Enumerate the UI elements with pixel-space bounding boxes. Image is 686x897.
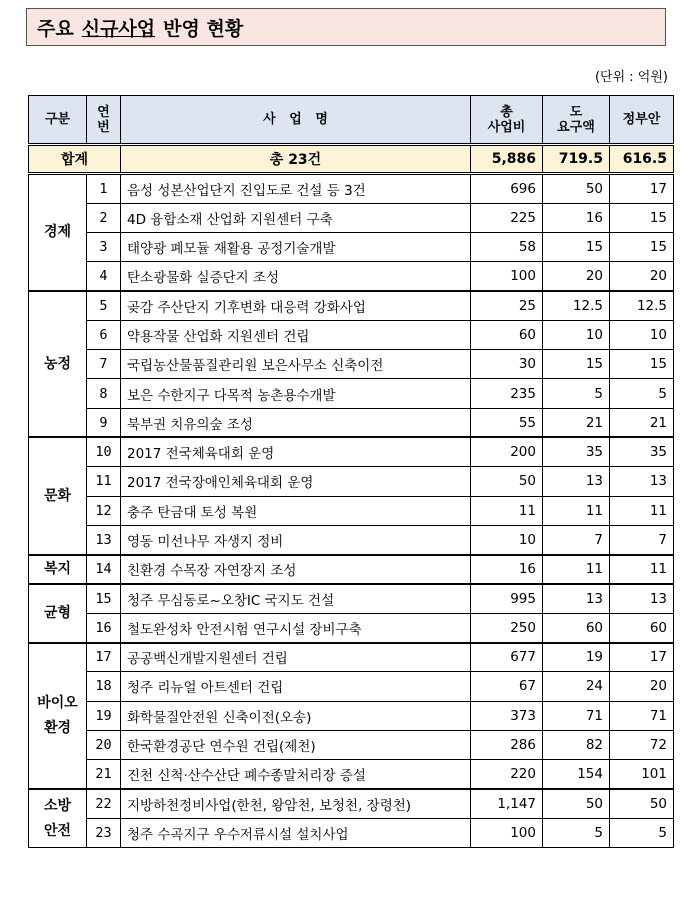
table-row xyxy=(29,467,674,496)
total-budget: 373 xyxy=(471,701,543,730)
total-budget: 100 xyxy=(471,262,543,291)
row-number: 6 xyxy=(87,320,121,349)
table-row xyxy=(29,672,674,701)
total-budget: 16 xyxy=(471,555,543,584)
project-table xyxy=(28,95,674,848)
total-budget: 60 xyxy=(471,320,543,349)
row-number: 10 xyxy=(87,437,121,466)
header-request: 도 요구액 xyxy=(543,96,610,145)
header-no: 연 번 xyxy=(87,96,121,145)
project-name: 진천 신척·산수산단 폐수종말처리장 증설 xyxy=(121,760,471,789)
table-row xyxy=(29,613,674,642)
request-amount: 21 xyxy=(543,408,610,437)
gov-amount: 15 xyxy=(610,350,674,379)
project-name: 지방하천정비사업(한천, 왕암천, 보청천, 장령천) xyxy=(121,789,471,818)
project-name: 철도완성차 안전시험 연구시설 장비구축 xyxy=(121,613,471,642)
row-number: 5 xyxy=(87,291,121,320)
total-budget: 220 xyxy=(471,760,543,789)
project-name: 충주 탄금대 토성 복원 xyxy=(121,496,471,525)
table-row xyxy=(29,701,674,730)
total-budget: 100 xyxy=(471,818,543,847)
total-budget: 30 xyxy=(471,350,543,379)
project-name: 청주 무심동로~오창IC 국지도 건설 xyxy=(121,584,471,613)
table-row xyxy=(29,584,674,613)
project-name: 청주 수곡지구 우수저류시설 설치사업 xyxy=(121,818,471,847)
request-amount: 12.5 xyxy=(543,291,610,320)
row-number: 2 xyxy=(87,203,121,232)
project-name: 태양광 폐모듈 재활용 공정기술개발 xyxy=(121,232,471,261)
request-amount: 15 xyxy=(543,232,610,261)
table-row xyxy=(29,643,674,672)
request-amount: 154 xyxy=(543,760,610,789)
gov-amount: 15 xyxy=(610,232,674,261)
total-gov: 616.5 xyxy=(610,145,674,174)
title-underlined: 신규사업 xyxy=(81,17,156,40)
gov-amount: 5 xyxy=(610,818,674,847)
gov-amount: 13 xyxy=(610,584,674,613)
gov-amount: 17 xyxy=(610,643,674,672)
row-number: 7 xyxy=(87,350,121,379)
title-suffix: 반영 현황 xyxy=(163,17,244,40)
request-amount: 24 xyxy=(543,672,610,701)
title-prefix: 주요 xyxy=(37,17,74,40)
table-row xyxy=(29,525,674,554)
row-number: 1 xyxy=(87,174,121,203)
row-number: 8 xyxy=(87,379,121,408)
gov-amount: 10 xyxy=(610,320,674,349)
table-header-row xyxy=(29,96,674,145)
request-amount: 50 xyxy=(543,174,610,203)
row-number: 4 xyxy=(87,262,121,291)
project-name: 2017 전국체육대회 운영 xyxy=(121,437,471,466)
row-number: 3 xyxy=(87,232,121,261)
header-name: 사 업 명 xyxy=(121,96,471,145)
project-name: 친환경 수목장 자연장지 조성 xyxy=(121,555,471,584)
row-number: 17 xyxy=(87,643,121,672)
project-name: 국립농산물품질관리원 보은사무소 신축이전 xyxy=(121,350,471,379)
table-row xyxy=(29,730,674,759)
row-number: 9 xyxy=(87,408,121,437)
table-row xyxy=(29,320,674,349)
gov-amount: 72 xyxy=(610,730,674,759)
row-number: 21 xyxy=(87,760,121,789)
total-label: 합계 xyxy=(29,145,121,174)
total-budget: 10 xyxy=(471,525,543,554)
gov-amount: 21 xyxy=(610,408,674,437)
table-row xyxy=(29,350,674,379)
project-name: 4D 융합소재 산업화 지원센터 구축 xyxy=(121,203,471,232)
category-cell: 바이오 환경 xyxy=(29,643,87,789)
project-name: 2017 전국장애인체육대회 운영 xyxy=(121,467,471,496)
project-name: 공공백신개발지원센터 건립 xyxy=(121,643,471,672)
gov-amount: 5 xyxy=(610,379,674,408)
total-budget: 1,147 xyxy=(471,789,543,818)
table-row xyxy=(29,262,674,291)
request-amount: 19 xyxy=(543,643,610,672)
project-name: 음성 성본산업단지 진입도로 건설 등 3건 xyxy=(121,174,471,203)
total-budget: 55 xyxy=(471,408,543,437)
request-amount: 13 xyxy=(543,467,610,496)
project-name: 탄소광물화 실증단지 조성 xyxy=(121,262,471,291)
gov-amount: 7 xyxy=(610,525,674,554)
total-budget: 696 xyxy=(471,174,543,203)
category-cell: 농정 xyxy=(29,291,87,437)
total-budget: 235 xyxy=(471,379,543,408)
project-name: 화학물질안전원 신축이전(오송) xyxy=(121,701,471,730)
header-total: 총 사업비 xyxy=(471,96,543,145)
gov-amount: 50 xyxy=(610,789,674,818)
request-amount: 5 xyxy=(543,818,610,847)
total-budget: 25 xyxy=(471,291,543,320)
total-budget: 995 xyxy=(471,584,543,613)
total-budget: 286 xyxy=(471,730,543,759)
project-name: 한국환경공단 연수원 건립(제천) xyxy=(121,730,471,759)
table-row xyxy=(29,232,674,261)
row-number: 16 xyxy=(87,613,121,642)
unit-label: (단위 : 억원) xyxy=(594,70,668,85)
gov-amount: 60 xyxy=(610,613,674,642)
project-name: 청주 리뉴얼 아트센터 건립 xyxy=(121,672,471,701)
table-row xyxy=(29,555,674,584)
project-name: 약용작물 산업화 지원센터 건립 xyxy=(121,320,471,349)
request-amount: 7 xyxy=(543,525,610,554)
request-amount: 10 xyxy=(543,320,610,349)
total-budget: 11 xyxy=(471,496,543,525)
project-name: 북부권 치유의숲 조성 xyxy=(121,408,471,437)
request-amount: 11 xyxy=(543,496,610,525)
header-category: 구분 xyxy=(29,96,87,145)
total-budget: 58 xyxy=(471,232,543,261)
request-amount: 11 xyxy=(543,555,610,584)
row-number: 22 xyxy=(87,789,121,818)
row-number: 19 xyxy=(87,701,121,730)
header-gov: 정부안 xyxy=(610,96,674,145)
row-number: 15 xyxy=(87,584,121,613)
table-row xyxy=(29,789,674,818)
gov-amount: 71 xyxy=(610,701,674,730)
gov-amount: 12.5 xyxy=(610,291,674,320)
request-amount: 15 xyxy=(543,350,610,379)
gov-amount: 11 xyxy=(610,496,674,525)
total-budget: 677 xyxy=(471,643,543,672)
page-title xyxy=(26,8,666,46)
total-amount: 5,886 xyxy=(471,145,543,174)
gov-amount: 35 xyxy=(610,437,674,466)
gov-amount: 15 xyxy=(610,203,674,232)
table-row xyxy=(29,408,674,437)
row-number: 13 xyxy=(87,525,121,554)
row-number: 11 xyxy=(87,467,121,496)
request-amount: 13 xyxy=(543,584,610,613)
table-row xyxy=(29,496,674,525)
request-amount: 82 xyxy=(543,730,610,759)
table-row xyxy=(29,437,674,466)
total-budget: 67 xyxy=(471,672,543,701)
category-cell: 경제 xyxy=(29,174,87,291)
category-cell: 복지 xyxy=(29,555,87,584)
row-number: 18 xyxy=(87,672,121,701)
gov-amount: 17 xyxy=(610,174,674,203)
total-budget: 225 xyxy=(471,203,543,232)
gov-amount: 101 xyxy=(610,760,674,789)
category-cell: 균형 xyxy=(29,584,87,643)
request-amount: 35 xyxy=(543,437,610,466)
request-amount: 71 xyxy=(543,701,610,730)
table-row xyxy=(29,379,674,408)
table-row xyxy=(29,203,674,232)
table-row xyxy=(29,818,674,847)
gov-amount: 20 xyxy=(610,672,674,701)
project-name: 곶감 주산단지 기후변화 대응력 강화사업 xyxy=(121,291,471,320)
total-row xyxy=(29,145,674,174)
gov-amount: 20 xyxy=(610,262,674,291)
total-request: 719.5 xyxy=(543,145,610,174)
table-row xyxy=(29,291,674,320)
table-row xyxy=(29,174,674,203)
category-cell: 소방 안전 xyxy=(29,789,87,848)
category-cell: 문화 xyxy=(29,437,87,554)
request-amount: 20 xyxy=(543,262,610,291)
total-budget: 250 xyxy=(471,613,543,642)
row-number: 12 xyxy=(87,496,121,525)
request-amount: 16 xyxy=(543,203,610,232)
request-amount: 50 xyxy=(543,789,610,818)
row-number: 14 xyxy=(87,555,121,584)
request-amount: 5 xyxy=(543,379,610,408)
request-amount: 60 xyxy=(543,613,610,642)
gov-amount: 11 xyxy=(610,555,674,584)
project-name: 보은 수한지구 다목적 농촌용수개발 xyxy=(121,379,471,408)
project-name: 영동 미선나무 자생지 정비 xyxy=(121,525,471,554)
row-number: 23 xyxy=(87,818,121,847)
table-row xyxy=(29,760,674,789)
total-name: 총 23건 xyxy=(121,145,471,174)
row-number: 20 xyxy=(87,730,121,759)
total-budget: 200 xyxy=(471,437,543,466)
total-budget: 50 xyxy=(471,467,543,496)
gov-amount: 13 xyxy=(610,467,674,496)
